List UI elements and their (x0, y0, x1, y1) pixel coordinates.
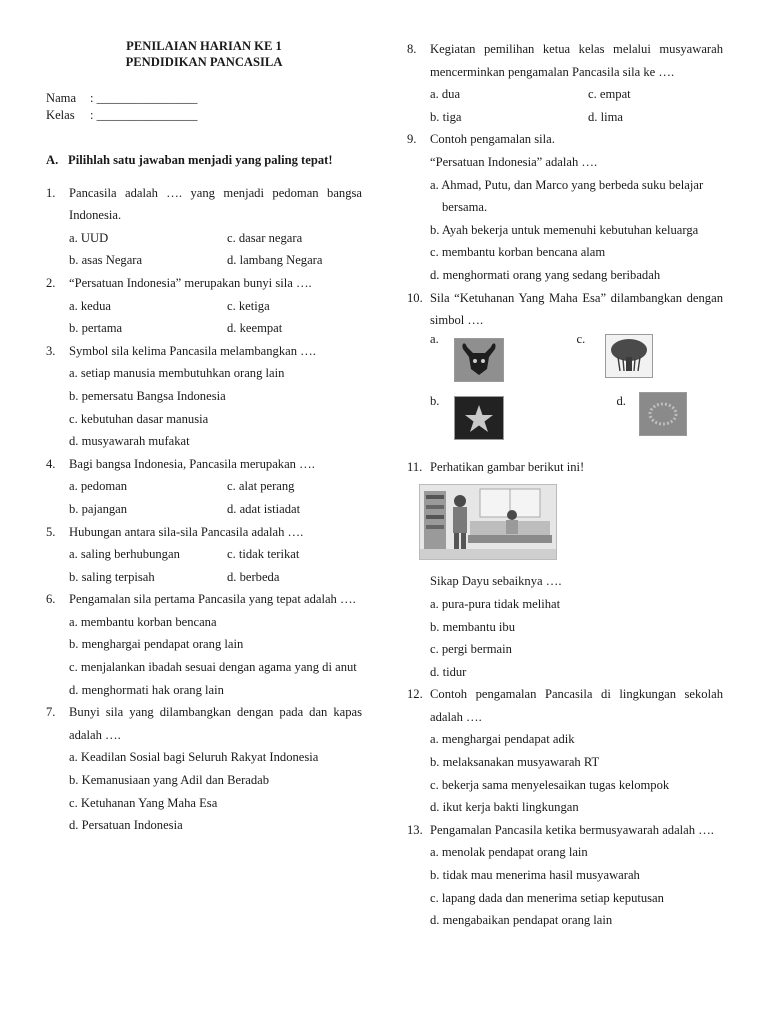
option[interactable]: b. pertama (69, 321, 123, 336)
question-7 (46, 701, 362, 746)
question-6-options (69, 611, 362, 701)
option[interactable]: a. UUD (69, 230, 109, 245)
question-text: Symbol sila kelima Pancasila melambangkan …. (69, 343, 316, 358)
class-blank: : ________________ (90, 108, 198, 122)
symbol-option-c[interactable] (577, 332, 724, 394)
class-label: Kelas (46, 108, 75, 122)
question-text: Pengamalan Pancasila ketika bermusyawarah adalah …. (430, 822, 714, 837)
family-scene-illustration (419, 484, 557, 560)
class-field (46, 107, 362, 124)
section-a-heading (46, 149, 362, 172)
option[interactable]: a. Ahmad, Putu, dan Marco yang berbeda suku belajar bersama. (430, 177, 704, 215)
question-text: Hubungan antara sila-sila Pancasila adalah …. (69, 524, 304, 539)
question-1 (46, 182, 362, 227)
question-number: 9. (407, 132, 417, 147)
option[interactable]: b. saling terpisah (69, 569, 155, 584)
star-icon (454, 396, 504, 440)
option[interactable]: b. tidak mau menerima hasil musyawarah (430, 868, 640, 883)
bull-head-icon (454, 338, 504, 382)
option[interactable]: d. menghormati hak orang lain (69, 682, 224, 697)
question-5-options (69, 543, 362, 588)
question-3-options (69, 362, 362, 452)
question-7-options (69, 746, 362, 836)
name-blank: : ________________ (90, 91, 198, 105)
question-9-subtext: “Persatuan Indonesia” adalah …. (430, 154, 598, 169)
option[interactable]: a. pura-pura tidak melihat (430, 596, 561, 611)
identity-block (46, 90, 362, 124)
option[interactable]: d. tidur (430, 664, 467, 679)
question-12 (407, 683, 723, 728)
option[interactable]: a. menghargai pendapat adik (430, 732, 575, 747)
question-number: 3. (46, 343, 56, 358)
question-4 (46, 453, 362, 476)
question-1-options (69, 227, 362, 272)
question-number: 1. (46, 185, 56, 200)
option-label: b. (430, 393, 440, 408)
question-11-subtext: Sikap Dayu sebaiknya …. (430, 574, 562, 589)
question-9 (407, 128, 723, 151)
option[interactable]: c. alat perang (227, 479, 295, 494)
option[interactable]: d. lima (588, 109, 623, 124)
question-2 (46, 272, 362, 295)
right-column (407, 38, 723, 932)
page-title (46, 38, 362, 70)
section-instruction: Pilihlah satu jawaban menjadi yang paling tepat! (68, 153, 333, 167)
option[interactable]: c. membantu korban bencana alam (430, 245, 606, 260)
rice-cotton-icon (639, 392, 687, 436)
option[interactable]: c. menjalankan ibadah sesuai dengan agama yang di anut (69, 660, 357, 675)
question-4-options (69, 475, 362, 520)
question-text: Bagi bangsa Indonesia, Pancasila merupakan …. (69, 456, 315, 471)
section-letter: A. (46, 153, 59, 167)
option[interactable]: b. membantu ibu (430, 619, 515, 634)
question-13 (407, 819, 723, 842)
symbol-option-a[interactable] (430, 332, 577, 394)
symbol-option-d[interactable] (577, 394, 724, 456)
name-field (46, 90, 362, 107)
question-number: 5. (46, 524, 56, 539)
name-label: Nama (46, 91, 77, 105)
option[interactable]: d. lambang Negara (227, 253, 323, 268)
option[interactable]: a. membantu korban bencana (69, 614, 217, 629)
question-11-options (430, 593, 723, 683)
title-line-2: PENDIDIKAN PANCASILA (125, 55, 283, 69)
option[interactable]: d. adat istiadat (227, 501, 301, 516)
question-13-options (430, 841, 723, 931)
option[interactable]: b. Ayah bekerja untuk memenuhi kebutuhan keluarga (430, 222, 699, 237)
title-line-1: PENILAIAN HARIAN KE 1 (126, 39, 282, 53)
option[interactable]: a. menolak pendapat orang lain (430, 845, 588, 860)
option[interactable]: a. pedoman (69, 479, 128, 494)
question-11 (407, 456, 723, 479)
option[interactable]: d. ikut kerja bakti lingkungan (430, 800, 579, 815)
option[interactable]: d. berbeda (227, 569, 280, 584)
question-10-symbol-row-2 (430, 394, 723, 456)
question-text: Bunyi sila yang dilambangkan dengan pada dan kapas adalah …. (69, 705, 362, 742)
option[interactable]: c. lapang dada dan menerima setiap keputusan (430, 890, 664, 905)
question-8-options (430, 83, 723, 128)
question-10-symbol-row-1 (430, 332, 723, 394)
option[interactable]: b. melaksanakan musyawarah RT (430, 755, 600, 770)
option[interactable]: b. pajangan (69, 501, 128, 516)
option[interactable]: d. menghormati orang yang sedang beribadah (430, 267, 661, 282)
question-number: 8. (407, 42, 417, 56)
question-3 (46, 340, 362, 363)
question-9-options (430, 174, 723, 287)
option-label: d. (616, 393, 626, 408)
question-number: 12. (407, 687, 423, 702)
question-text: Contoh pengamalan sila. (430, 132, 555, 147)
option-label: a. (430, 331, 439, 346)
option[interactable]: c. tidak terikat (227, 547, 300, 562)
option[interactable]: c. ketiga (227, 298, 270, 313)
option[interactable]: b. tiga (430, 109, 462, 124)
option[interactable]: a. saling berhubungan (69, 547, 180, 562)
option[interactable]: d. mengabaikan pendapat orang lain (430, 913, 613, 928)
option[interactable]: b. pemersatu Bangsa Indonesia (69, 388, 226, 403)
question-text: Sila “Ketuhanan Yang Maha Esa” dilambangkan dengan simbol …. (430, 290, 723, 328)
option[interactable]: d. Persatuan Indonesia (69, 818, 183, 833)
option[interactable]: d. musyawarah mufakat (69, 434, 190, 449)
question-number: 11. (407, 459, 423, 474)
option[interactable]: a. setiap manusia membutuhkan orang lain (69, 366, 285, 381)
question-number: 2. (46, 275, 56, 290)
question-number: 13. (407, 822, 423, 837)
question-text: Perhatikan gambar berikut ini! (430, 459, 585, 474)
question-5 (46, 521, 362, 544)
question-text: Contoh pengamalan Pancasila di lingkungan sekolah adalah …. (430, 687, 723, 724)
option[interactable]: c. dasar negara (227, 230, 303, 245)
option[interactable]: c. Ketuhanan Yang Maha Esa (69, 795, 218, 810)
question-text: Kegiatan pemilihan ketua kelas melalui musyawarah mencerminkan pengamalan Pancasila sila ke …. (430, 42, 723, 79)
question-text: “Persatuan Indonesia” merupakan bunyi sila …. (69, 275, 312, 290)
option[interactable]: b. asas Negara (69, 253, 143, 268)
question-number: 7. (46, 705, 56, 720)
question-6 (46, 588, 362, 611)
option[interactable]: b. menghargai pendapat orang lain (69, 637, 244, 652)
option[interactable]: c. kebutuhan dasar manusia (69, 411, 209, 426)
option[interactable]: a. kedua (69, 298, 111, 313)
banyan-tree-icon (605, 334, 653, 378)
question-text: Pancasila adalah …. yang menjadi pedoman bangsa Indonesia. (69, 185, 362, 223)
question-8 (407, 38, 723, 83)
question-number: 6. (46, 592, 56, 607)
question-number: 10. (407, 290, 423, 305)
question-text: Pengamalan sila pertama Pancasila yang tepat adalah …. (69, 592, 356, 607)
question-12-options (430, 728, 723, 818)
option[interactable]: d. keempat (227, 321, 283, 336)
option[interactable]: c. pergi bermain (430, 642, 512, 657)
question-2-options (69, 295, 362, 340)
option[interactable]: a. dua (430, 87, 461, 102)
left-column (46, 38, 362, 837)
symbol-option-b[interactable] (430, 394, 577, 456)
option-label: c. (576, 331, 586, 346)
option[interactable]: a. Keadilan Sosial bagi Seluruh Rakyat Indonesia (69, 750, 319, 765)
option[interactable]: c. empat (588, 87, 631, 102)
question-10 (407, 287, 723, 332)
option[interactable]: b. Kemanusiaan yang Adil dan Beradab (69, 773, 270, 788)
question-number: 4. (46, 456, 56, 471)
option[interactable]: c. bekerja sama menyelesaikan tugas kelompok (430, 777, 670, 792)
